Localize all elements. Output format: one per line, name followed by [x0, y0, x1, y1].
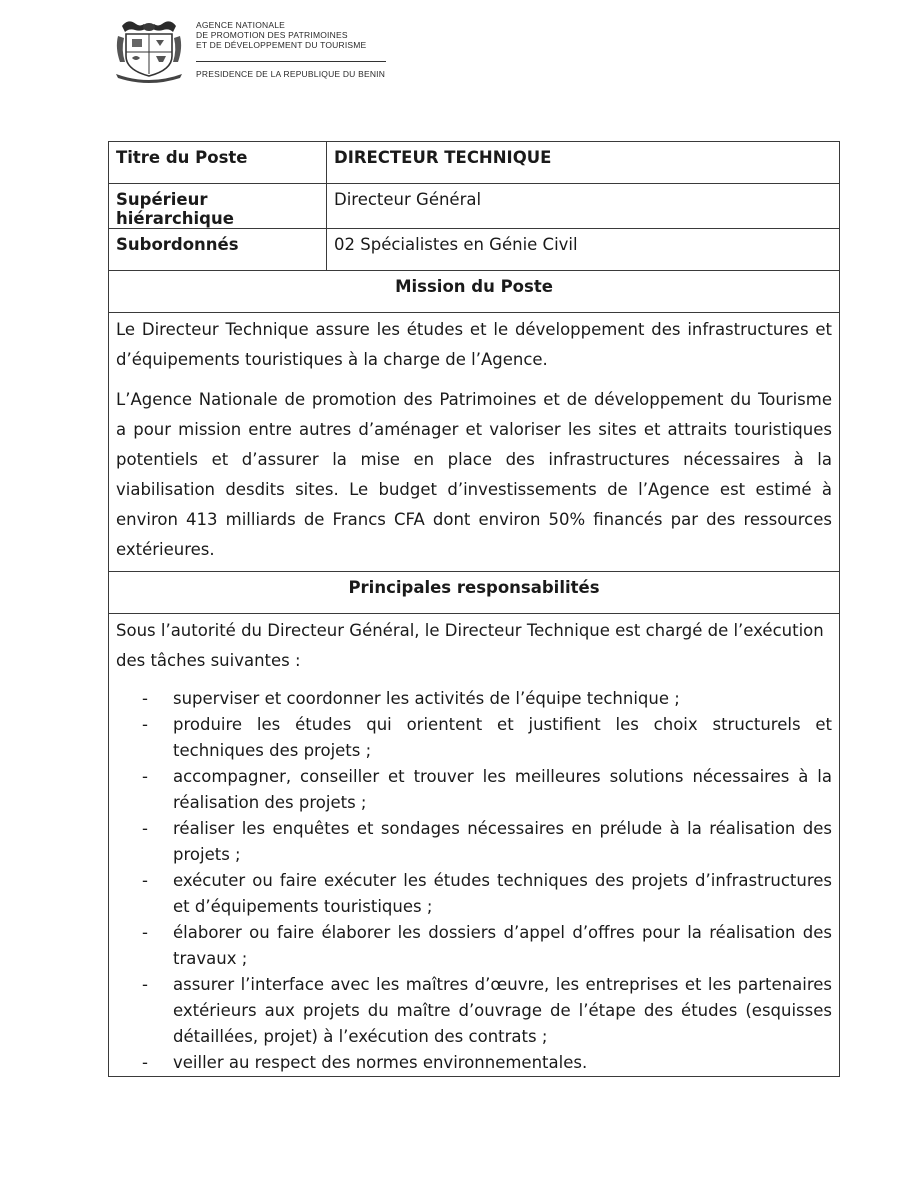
bullet-dash: - — [142, 767, 148, 786]
bullet-dash: - — [142, 871, 148, 890]
agency-line: ET DE DÉVELOPPEMENT DU TOURISME — [196, 40, 367, 50]
task-text: veiller au respect des normes environnementales. — [173, 1053, 588, 1072]
list-item — [116, 972, 832, 1050]
task-text: superviser et coordonner les activités de l’équipe technique ; — [173, 689, 680, 708]
agency-name — [196, 20, 366, 50]
superior-label: Supérieur hiérarchique — [109, 184, 327, 229]
task-text: assurer l’interface avec les maîtres d’œuvre, les entreprises et les partenaires extérieurs aux projets du maître d’ouvrage de l’étape des études (esquisses détaillées, projet) à l’exécution des contrats ; — [173, 975, 832, 1046]
table-row — [109, 142, 840, 184]
mission-body — [109, 313, 840, 572]
task-text: produire les études qui orientent et justifient les choix structurels et techniques des projets ; — [173, 715, 832, 760]
list-item — [116, 920, 832, 972]
task-text: réaliser les enquêtes et sondages nécessaires en prélude à la réalisation des projets ; — [173, 819, 832, 864]
mission-paragraph: L’Agence Nationale de promotion des Patrimoines et de développement du Tourisme a pour mission entre autres d’aménager et valoriser les sites et attraits touristiques potentiels et d’assurer la mise en place des infrastructures nécessaires à la viabilisation desdits sites. Le budget d’investissements de l’Agence est estimé à environ 413 milliards de Francs CFA dont environ 50% financés par des ressources extérieures. — [116, 390, 832, 559]
letterhead — [110, 14, 410, 84]
table-row — [109, 271, 840, 313]
superior-value: Directeur Général — [327, 184, 840, 229]
bullet-dash: - — [142, 715, 148, 734]
task-text: élaborer ou faire élaborer les dossiers d’appel d’offres pour la réalisation des travaux ; — [173, 923, 832, 968]
table-row — [109, 614, 840, 1077]
table-row — [109, 229, 840, 271]
mission-heading: Mission du Poste — [109, 271, 840, 313]
responsibilities-body — [109, 614, 840, 1077]
bullet-dash: - — [142, 1053, 148, 1072]
agency-line: DE PROMOTION DES PATRIMOINES — [196, 30, 348, 40]
list-item — [116, 868, 832, 920]
responsibilities-intro: Sous l’autorité du Directeur Général, le Directeur Technique est chargé de l’exécution des tâches suivantes : — [116, 621, 824, 670]
header-divider — [196, 61, 386, 62]
subordinates-value: 02 Spécialistes en Génie Civil — [327, 229, 840, 271]
task-text: exécuter ou faire exécuter les études techniques des projets d’infrastructures et d’équipements touristiques ; — [173, 871, 832, 916]
bullet-dash: - — [142, 689, 148, 708]
table-row — [109, 184, 840, 229]
bullet-dash: - — [142, 819, 148, 838]
table-row — [109, 313, 840, 572]
bullet-dash: - — [142, 975, 148, 994]
benin-coat-of-arms-icon — [110, 14, 188, 84]
responsibilities-heading: Principales responsabilités — [109, 572, 840, 614]
list-item — [116, 712, 832, 764]
bullet-dash: - — [142, 923, 148, 942]
list-item — [116, 764, 832, 816]
title-value: DIRECTEUR TECHNIQUE — [327, 142, 840, 184]
mission-paragraph: Le Directeur Technique assure les études et le développement des infrastructures et d’équipements touristiques à la charge de l’Agence. — [116, 320, 832, 369]
list-item — [116, 1050, 832, 1076]
list-item — [116, 816, 832, 868]
presidence-line: PRESIDENCE DE LA REPUBLIQUE DU BENIN — [196, 69, 386, 79]
table-row — [109, 572, 840, 614]
title-label: Titre du Poste — [109, 142, 327, 184]
task-text: accompagner, conseiller et trouver les meilleures solutions nécessaires à la réalisation des projets ; — [173, 767, 832, 812]
job-description-table — [108, 141, 840, 1077]
task-list — [116, 686, 832, 1076]
agency-line: AGENCE NATIONALE — [196, 20, 286, 30]
list-item — [116, 686, 832, 712]
subordinates-label: Subordonnés — [109, 229, 327, 271]
